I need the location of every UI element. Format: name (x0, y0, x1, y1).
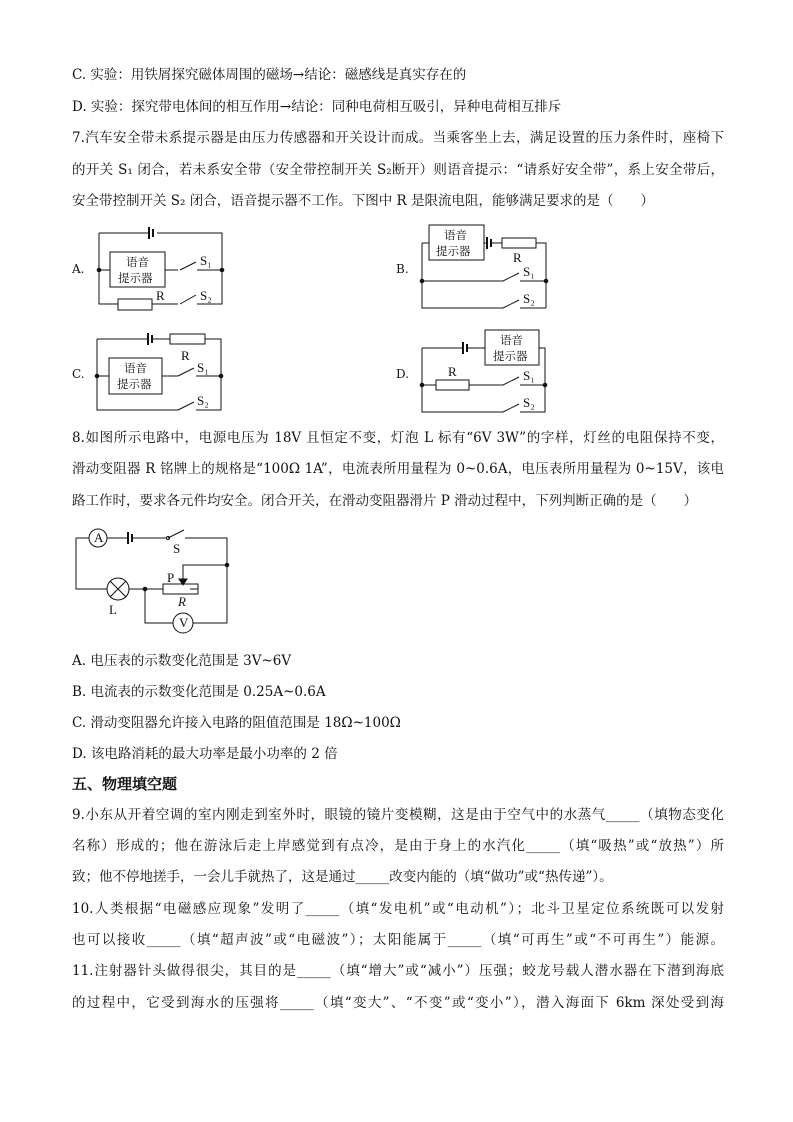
circuit-b (420, 225, 548, 308)
q8-option-b: B. 电流表的示数变化范围是 0.25A~0.6A (72, 684, 326, 700)
svg-text:语音: 语音 (444, 228, 467, 242)
option-a-label: A. (72, 262, 85, 276)
switch-icon (180, 262, 196, 304)
svg-text:语音: 语音 (126, 255, 149, 269)
q6-option-d: D. 实验：探究带电体间的相互作用→结论：同种电荷相互吸引，异种电荷相互排斥 (72, 99, 562, 115)
svg-text:V: V (179, 615, 189, 630)
q8-text-line: 路工作时，要求各元件均安全。闭合开关，在滑动变阻器滑片 P 滑动过程中，下列判断正确的是（ ） (72, 493, 698, 509)
q8-circuit (76, 529, 229, 633)
option-b-label: B. (396, 262, 409, 276)
q8-option-a: A. 电压表的示数变化范围是 3V~6V (72, 653, 292, 669)
svg-text:S₁: S₁ (200, 253, 212, 268)
circuit-a (97, 227, 224, 310)
battery-icon (149, 227, 153, 239)
svg-text:提示器: 提示器 (493, 349, 528, 363)
resistor (118, 299, 152, 310)
q6-option-c: C. 实验：用铁屑探究磁体周围的磁场→结论：磁感线是真实存在的 (72, 67, 467, 83)
q8-text-line: 滑动变阻器 R 铭牌上的规格是“100Ω 1A”，电流表所用量程为 0~0.6A，电压表所用量程为 0~15V，该电 (72, 461, 724, 477)
svg-text:L: L (109, 602, 117, 617)
svg-text:R: R (513, 250, 522, 265)
svg-text:R: R (448, 364, 457, 379)
q7-text-line: 的开关 S₁ 闭合，若未系安全带（安全带控制开关 S₂断开）则语音提示：“请系好安全带”，系上安全带后， (72, 162, 724, 178)
svg-text:提示器: 提示器 (117, 377, 152, 391)
q8-text-line: 8.如图所示电路中，电源电压为 18V 且恒定不变，灯泡 L 标有“6V 3W”的字样，灯丝的电阻保持不变， (72, 430, 724, 446)
q8-option-d: D. 该电路消耗的最大功率是最小功率的 2 倍 (72, 746, 338, 762)
svg-text:提示器: 提示器 (118, 271, 153, 285)
svg-text:R: R (178, 594, 186, 609)
q8-option-c: C. 滑动变阻器允许接入电路的阻值范围是 18Ω~100Ω (72, 715, 401, 731)
svg-text:A: A (94, 530, 104, 545)
svg-text:S₁: S₁ (523, 264, 535, 279)
q9-text-line: 名称）形成的；他在游泳后走上岸感觉到有点冷，是由于身上的水汽化_____（填“吸热”或“放热”）所 (72, 838, 724, 854)
q11-text-line: 11.注射器针头做得很尖，其目的是_____（填“增大”或“减小”）压强；蛟龙号载人潜水器在下潜到海底 (72, 963, 724, 979)
svg-text:S: S (173, 541, 181, 556)
svg-text:R: R (156, 288, 165, 303)
svg-text:P: P (167, 570, 175, 585)
q9-text-line: 致；他不停地搓手，一会儿手就热了，这是通过_____改变内能的（填“做功”或“热传递”）。 (72, 869, 613, 885)
q11-text-line: 的过程中，它受到海水的压强将_____（填“变大”、“不变”或“变小”），潜入海面下 6km 深处受到海 (72, 995, 724, 1011)
svg-text:S₁: S₁ (523, 368, 535, 383)
svg-text:语音: 语音 (500, 333, 523, 347)
svg-text:S₂: S₂ (523, 291, 535, 306)
option-d-label: D. (396, 367, 410, 381)
svg-text:S₁: S₁ (197, 360, 209, 375)
q7-text-line: 安全带控制开关 S₂ 闭合，语音提示器不工作。下图中 R 是限流电阻，能够满足要求的是（ ） (72, 193, 654, 209)
option-c-label: C. (72, 367, 85, 381)
svg-text:语音: 语音 (124, 361, 147, 375)
q7-text-line: 7.汽车安全带未系提示器是由压力传感器和开关设计而成。当乘客坐上去，满足设置的压力条件时，座椅下 (72, 130, 724, 146)
q9-text-line: 9.小东从开着空调的室内刚走到室外时，眼镜的镜片变模糊，这是由于空气中的水蒸气_____（填物态变化 (72, 807, 724, 823)
svg-text:S₂: S₂ (523, 395, 535, 410)
circuit-d (420, 330, 547, 412)
svg-text:S₂: S₂ (197, 393, 209, 408)
circuit-c (95, 333, 223, 410)
svg-text:提示器: 提示器 (436, 244, 471, 258)
q10-text-line: 10.人类根据“电磁感应现象”发明了_____（填“发电机”或“电动机”）；北斗卫星定位系统既可以发射 (72, 901, 724, 917)
svg-text:R: R (181, 348, 190, 363)
q10-text-line: 也可以接收_____（填“超声波”或“电磁波”）；太阳能属于_____（填“可再生”或“不可再生”）能源。 (72, 932, 724, 948)
section-title: 五、物理填空题 (72, 775, 178, 793)
svg-text:S₂: S₂ (200, 288, 212, 303)
